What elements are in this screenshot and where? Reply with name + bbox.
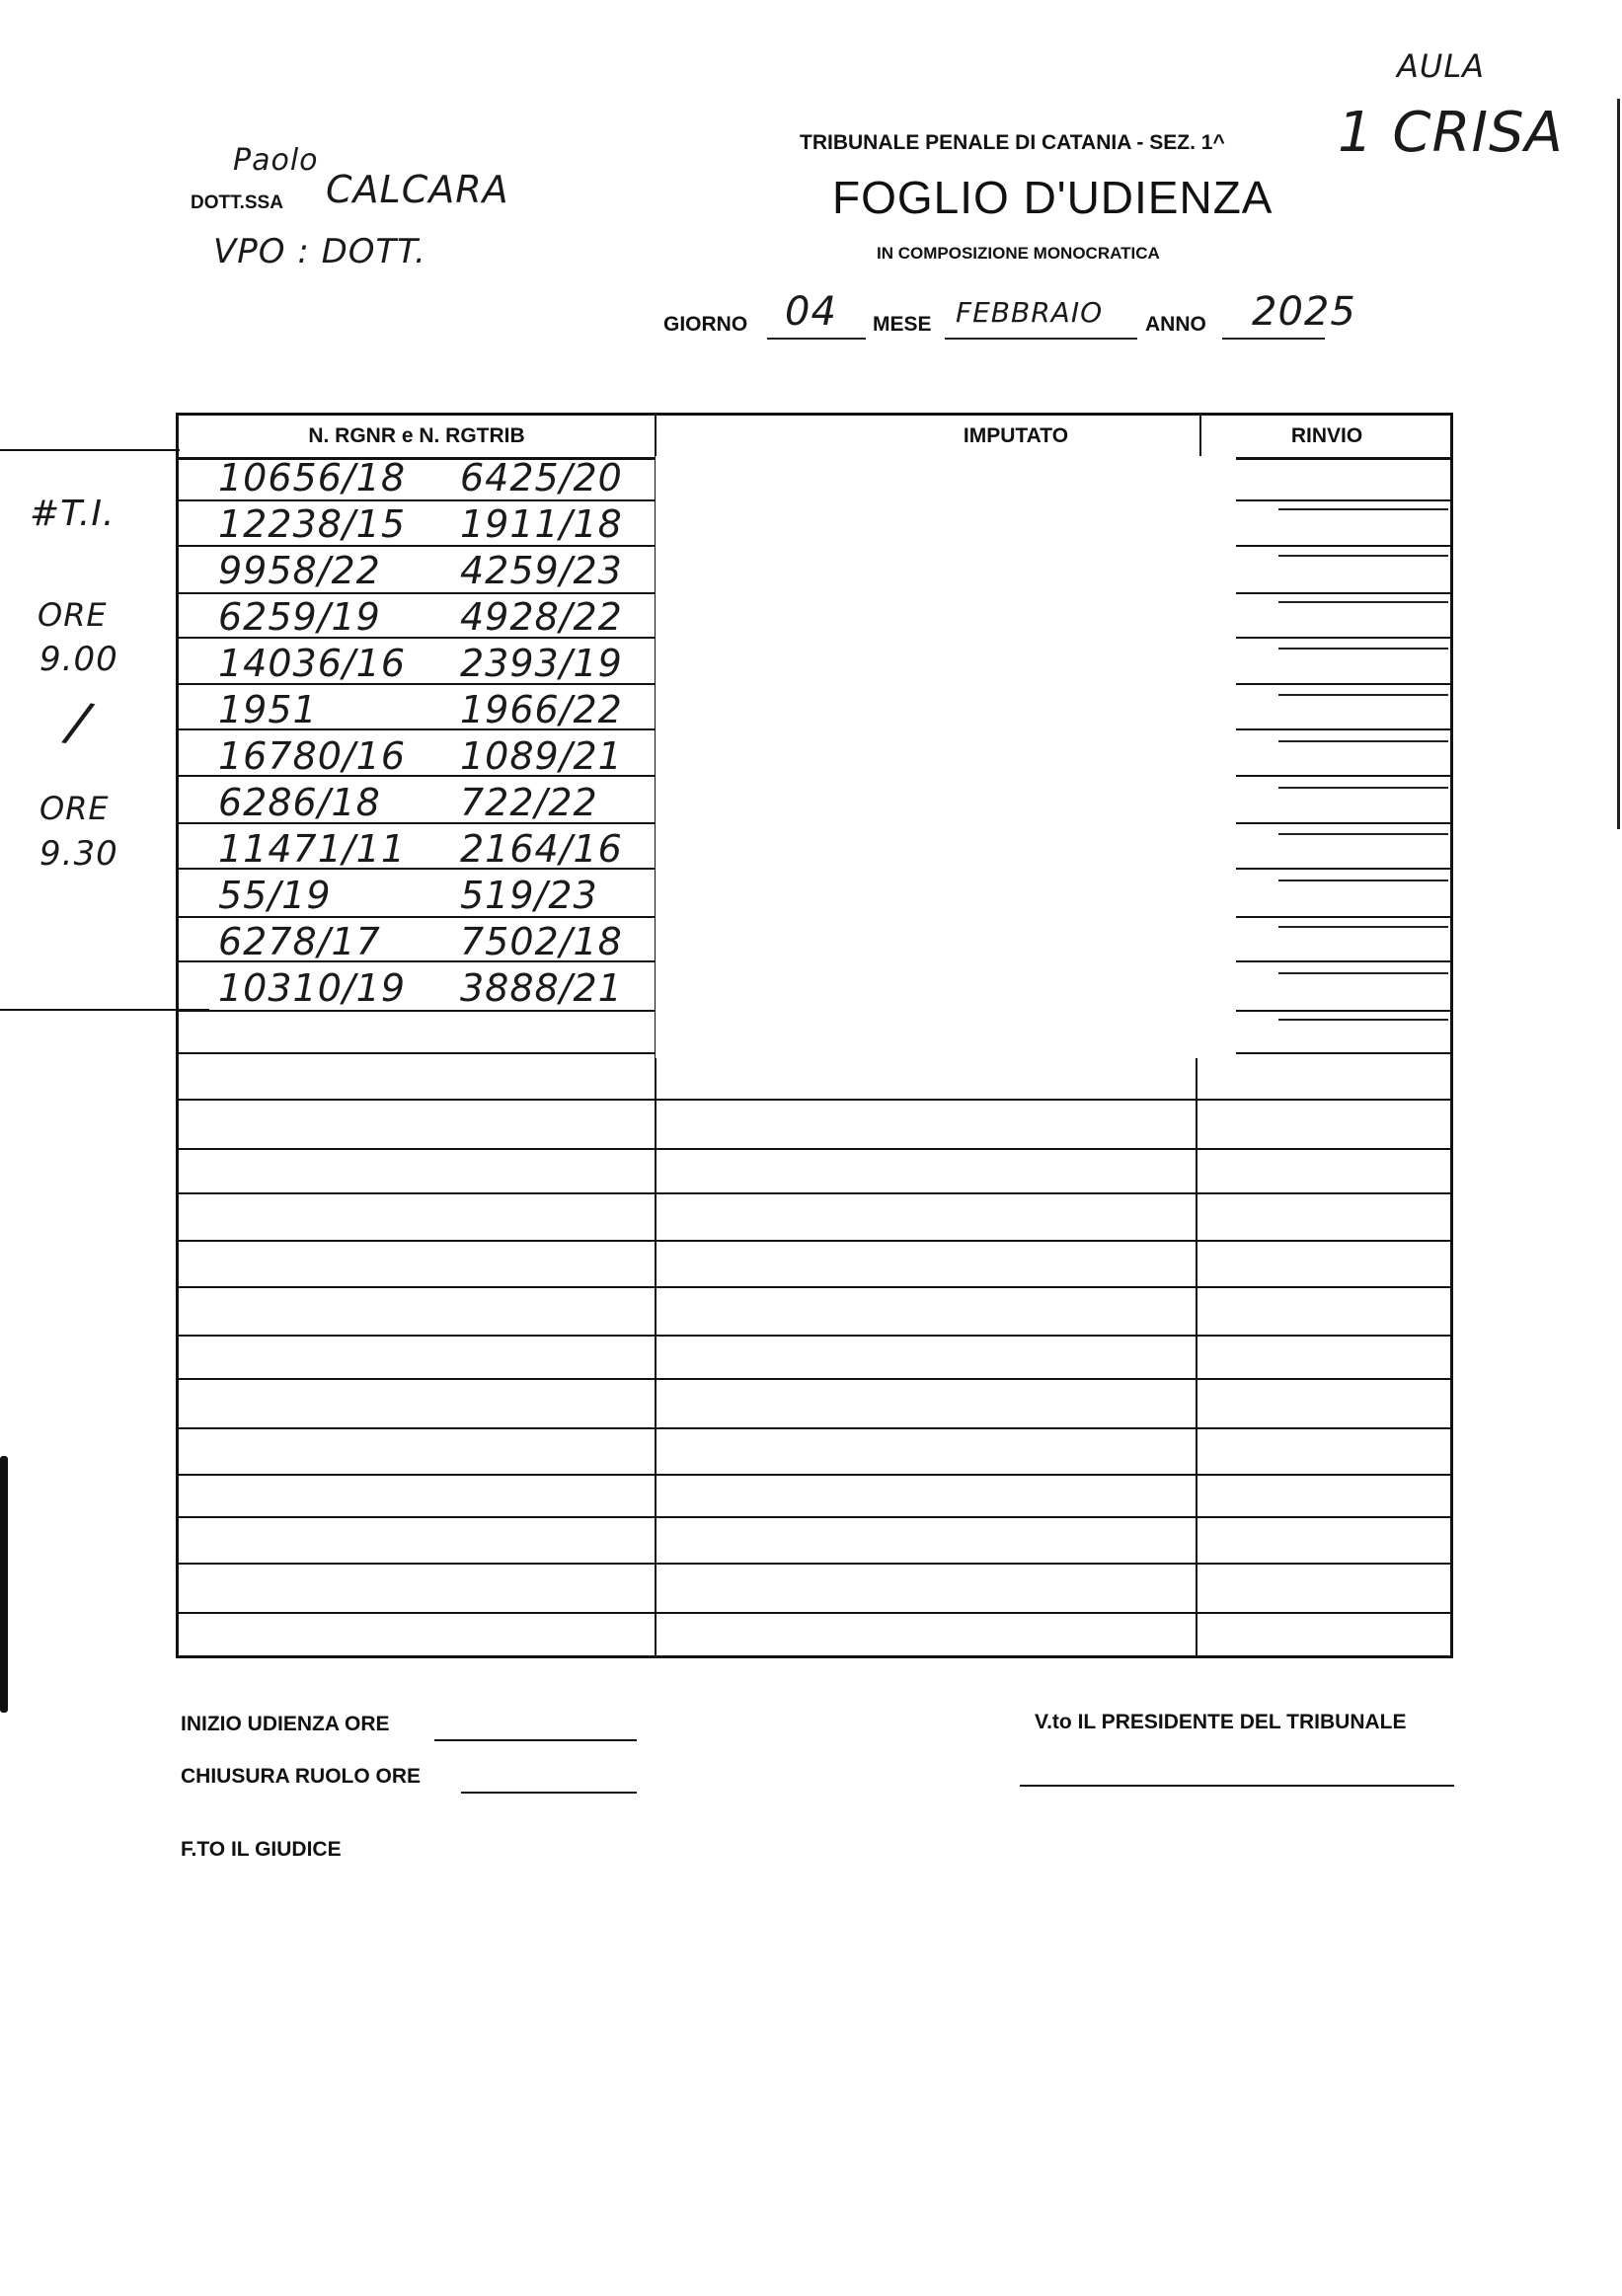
rgnr-number: 14036/16 <box>218 642 407 685</box>
start-time-line <box>434 1739 637 1741</box>
table-row-line <box>179 1240 1450 1242</box>
scan-edge-right <box>1617 99 1620 829</box>
rgnr-number: 16780/16 <box>218 734 407 778</box>
rgtrib-number: 1966/22 <box>460 688 623 731</box>
column-header-imputato: IMPUTATO <box>963 424 1069 447</box>
rgtrib-number: 722/22 <box>460 781 598 824</box>
month-label: MESE <box>873 313 932 336</box>
margin-line-top <box>0 449 180 451</box>
rgtrib-number: 4928/22 <box>460 595 623 639</box>
rgtrib-number: 4259/23 <box>460 549 623 592</box>
margin-note-ore-1: ORE <box>38 596 108 634</box>
rinvio-line <box>1278 648 1448 650</box>
month-line <box>945 338 1137 340</box>
table-row-line <box>179 1378 1450 1380</box>
table-row-line <box>179 1612 1450 1614</box>
rgnr-number: 11471/11 <box>218 827 407 871</box>
column-header-rgnr: N. RGNR e N. RGTRIB <box>308 424 525 447</box>
rinvio-line <box>1278 972 1448 974</box>
document-subtitle: IN COMPOSIZIONE MONOCRATICA <box>877 244 1160 263</box>
year-value: 2025 <box>1252 289 1356 335</box>
day-line <box>767 338 866 340</box>
year-label: ANNO <box>1145 313 1206 336</box>
start-time-label: INIZIO UDIENZA ORE <box>181 1713 390 1735</box>
margin-note-time-2: 9.30 <box>39 834 118 874</box>
court-name: TRIBUNALE PENALE DI CATANIA - SEZ. 1^ <box>800 131 1225 154</box>
rinvio-line <box>1278 555 1448 557</box>
judge-signature-label: F.TO IL GIUDICE <box>181 1838 342 1861</box>
end-time-line <box>461 1792 637 1794</box>
president-signature-line <box>1020 1785 1454 1787</box>
table-row-line <box>179 1474 1450 1476</box>
rgnr-number: 10656/18 <box>218 456 407 499</box>
rinvio-line <box>1278 926 1448 928</box>
column-divider-2-header <box>1199 416 1201 459</box>
president-label: V.to IL PRESIDENTE DEL TRIBUNALE <box>1035 1711 1407 1733</box>
rinvio-line <box>1278 880 1448 881</box>
margin-note-time-1: 9.00 <box>39 640 118 679</box>
rgnr-number: 55/19 <box>218 874 332 917</box>
vpo-note: VPO : DOTT. <box>213 232 426 271</box>
aula-label: AULA <box>1397 47 1486 85</box>
table-row-line <box>179 1286 1450 1288</box>
judge-first-name: Paolo <box>233 143 319 178</box>
judge-label: DOTT.SSA <box>191 192 283 213</box>
document-title: FOGLIO D'UDIENZA <box>832 172 1274 223</box>
day-value: 04 <box>785 289 837 335</box>
aula-value: 1 CRISA <box>1338 101 1564 165</box>
rgtrib-number: 3888/21 <box>460 966 623 1010</box>
judge-name: CALCARA <box>326 168 509 211</box>
rgtrib-number: 1089/21 <box>460 734 623 778</box>
rinvio-line <box>1278 833 1448 835</box>
margin-note-slash: / <box>63 689 94 755</box>
rgnr-number: 1951 <box>218 688 318 731</box>
rgnr-number: 9958/22 <box>218 549 381 592</box>
rgnr-number: 12238/15 <box>218 502 407 546</box>
redacted-area <box>656 456 1236 1058</box>
table-row-line <box>179 1148 1450 1150</box>
rgnr-number: 6278/17 <box>218 920 381 963</box>
day-label: GIORNO <box>663 313 748 336</box>
rgtrib-number: 1911/18 <box>460 502 623 546</box>
rgtrib-number: 7502/18 <box>460 920 623 963</box>
end-time-label: CHIUSURA RUOLO ORE <box>181 1765 422 1788</box>
scan-edge-left <box>0 1456 8 1713</box>
table-row-line <box>179 1516 1450 1518</box>
rgtrib-number: 2393/19 <box>460 642 623 685</box>
rgtrib-number: 2164/16 <box>460 827 623 871</box>
column-header-rinvio: RINVIO <box>1290 424 1363 447</box>
rinvio-line <box>1278 787 1448 789</box>
margin-note-ore-2: ORE <box>39 790 110 827</box>
table-row-line <box>179 1192 1450 1194</box>
table-row-line <box>179 1427 1450 1429</box>
rgtrib-number: 519/23 <box>460 874 598 917</box>
rinvio-line <box>1278 1019 1448 1021</box>
rgnr-number: 6259/19 <box>218 595 381 639</box>
margin-note-ti: #T.I. <box>30 494 116 534</box>
rgnr-number: 6286/18 <box>218 781 381 824</box>
rinvio-line <box>1278 508 1448 510</box>
rinvio-line <box>1278 694 1448 696</box>
table-row-line <box>179 1335 1450 1337</box>
rgtrib-number: 6425/20 <box>460 456 623 499</box>
rinvio-line <box>1278 740 1448 742</box>
rgnr-number: 10310/19 <box>218 966 407 1010</box>
table-row-line <box>179 1563 1450 1565</box>
year-line <box>1222 338 1325 340</box>
month-value: FEBBRAIO <box>956 296 1104 329</box>
rinvio-line <box>1278 601 1448 603</box>
table-row-line <box>179 1099 1450 1101</box>
